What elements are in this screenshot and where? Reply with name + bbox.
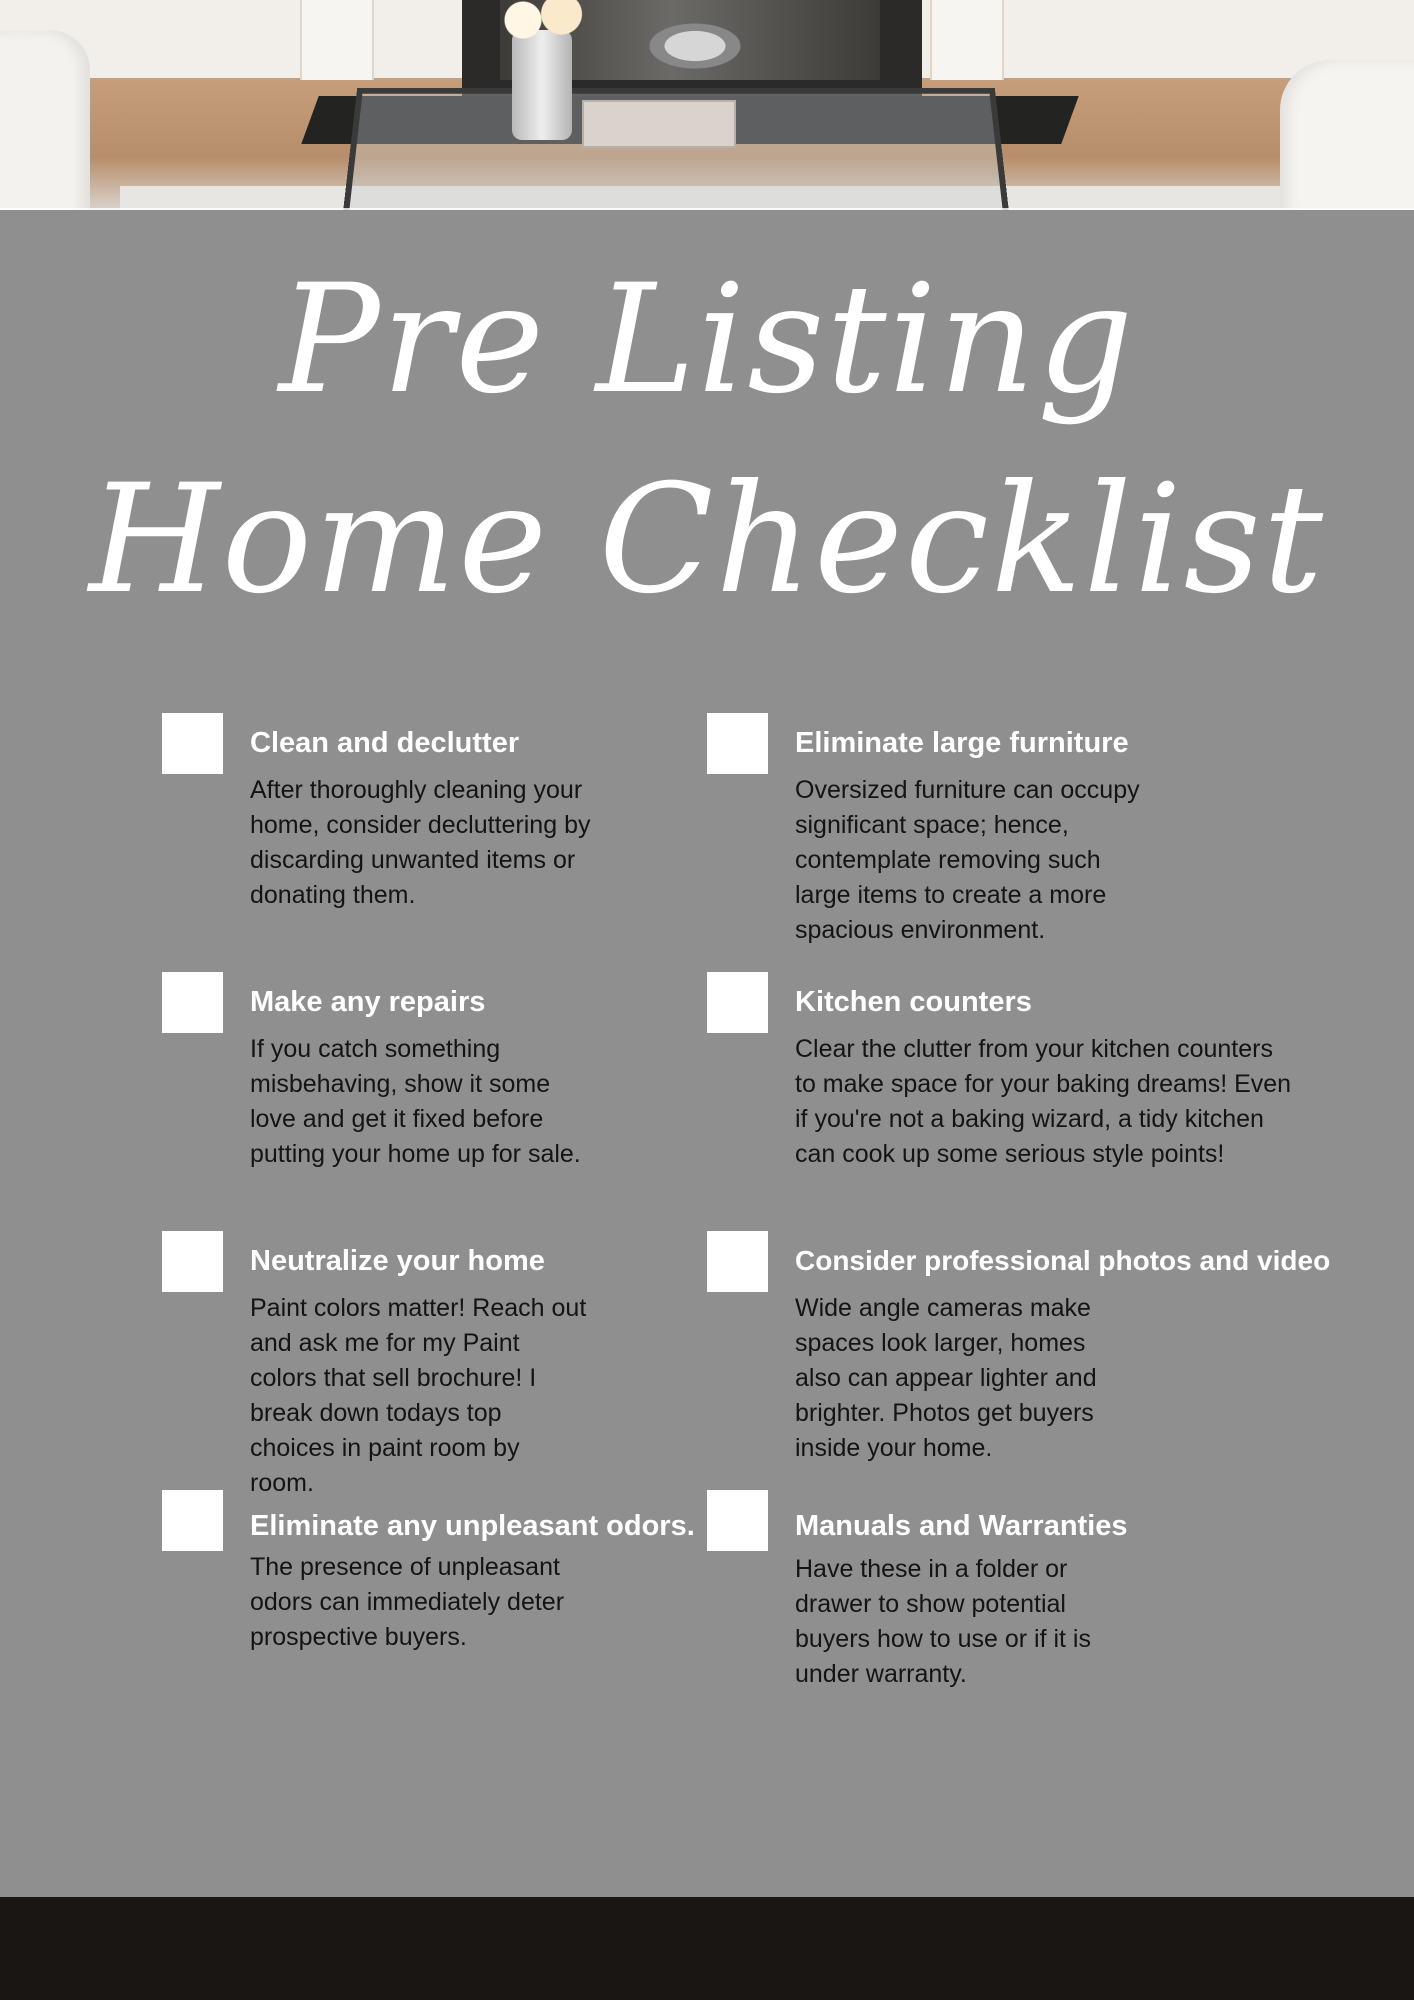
page-title (0, 245, 1414, 635)
checkbox[interactable] (707, 972, 768, 1033)
item-title: Eliminate any unpleasant odors. (250, 1510, 695, 1542)
item-title: Clean and declutter (250, 727, 520, 759)
footer-bar (0, 1897, 1414, 2000)
item-description: The presence of unpleasant odors can immediately deter prospective buyers. (250, 1553, 565, 1651)
item-title: Manuals and Warranties (795, 1510, 1128, 1542)
hero-tray (582, 100, 736, 148)
checkbox[interactable] (162, 713, 223, 774)
checkbox[interactable] (707, 713, 768, 774)
hero-pillar-left (300, 0, 374, 80)
item-description: Paint colors matter! Reach out and ask me for my Paint colors that sell brochure! I break down todays top choices in paint room by room. (250, 1294, 587, 1497)
title-line-1: Pre Listing (278, 253, 1136, 427)
item-description: Wide angle cameras make spaces look larger, homes also can appear lighter and brighter. Photos get buyers inside your home. (795, 1294, 1097, 1462)
item-title: Make any repairs (250, 986, 486, 1018)
checkbox[interactable] (162, 972, 223, 1033)
item-description: Clear the clutter from your kitchen counters to make space for your baking dreams! Even if you're not a baking wizard, a tidy kitchen can cook up some serious style points! (795, 1035, 1292, 1168)
hero-divider (0, 208, 1414, 210)
item-description: Oversized furniture can occupy significant space; hence, contemplate removing such large items to create a more spacious environment. (795, 776, 1140, 944)
checkbox[interactable] (707, 1231, 768, 1292)
hero-photo (0, 0, 1414, 210)
item-description: After thoroughly cleaning your home, consider decluttering by discarding unwanted items or donating them. (250, 776, 591, 909)
item-description: If you catch something misbehaving, show it some love and get it fixed before putting your home up for sale. (250, 1035, 581, 1168)
item-title: Eliminate large furniture (795, 727, 1129, 759)
item-title: Kitchen counters (795, 986, 1032, 1018)
item-description: Have these in a folder or drawer to show potential buyers how to use or if it is under warranty. (795, 1555, 1091, 1688)
checkbox[interactable] (162, 1490, 223, 1551)
checkbox[interactable] (707, 1490, 768, 1551)
title-line-2: Home Checklist (88, 453, 1326, 627)
hero-sofa-right (1280, 60, 1414, 210)
hero-flowers (490, 0, 600, 50)
hero-pillar-right (930, 0, 1004, 80)
hero-fireplace-decor (610, 4, 780, 74)
checkbox[interactable] (162, 1231, 223, 1292)
hero-sofa-left (0, 30, 90, 210)
item-title: Consider professional photos and video (795, 1245, 1331, 1276)
item-title: Neutralize your home (250, 1245, 545, 1277)
